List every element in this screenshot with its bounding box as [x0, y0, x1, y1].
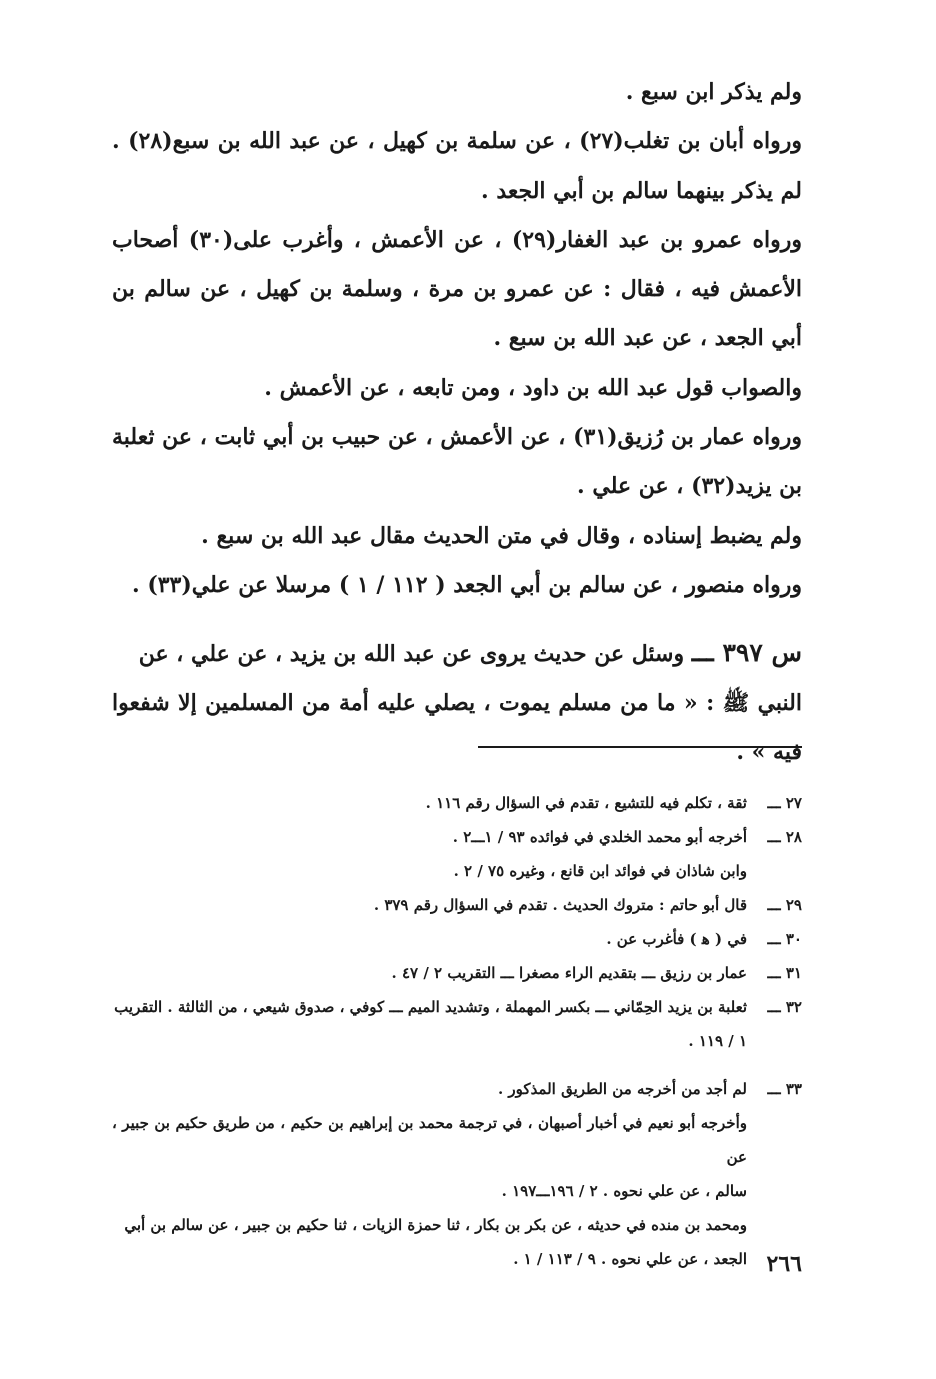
footnote-text: في ( ﻫ ) فأغرب عن .: [606, 930, 747, 948]
footnote-number: ٣٠ ـــ: [767, 930, 802, 948]
page-number: ٢٦٦: [766, 1251, 802, 1277]
footnote: [112, 888, 802, 922]
footnote-number: ٣٢ ـــ: [767, 998, 802, 1016]
question-number: س ٣٩٧ ـــ: [691, 638, 802, 667]
main-text: [112, 68, 802, 610]
footnote-number: ٣١ ـــ: [767, 964, 802, 982]
footnote: [112, 820, 802, 888]
footnote-text: ثعلبة بن يزيد الحِمّاني ـــ بكسر المهملة ، وتشديد الميم ـــ كوفي ، صدوق شيعي ، من الثالثة . التقريب: [114, 998, 747, 1016]
footnote-separator: [478, 746, 802, 748]
paragraph: ولم يذكر ابن سبع .: [625, 79, 802, 105]
footnote: [112, 922, 802, 956]
paragraph: ورواه عمار بن رُزيق(٣١) ، عن الأعمش ، عن حبيب بن أبي ثابت ، عن ثعلبة بن يزيد(٣٢) ، عن علي .: [112, 424, 802, 500]
footnote-text: سالم ، عن علي نحوه . ٢ / ١٩٦ـــ١٩٧ .: [501, 1182, 747, 1200]
question-line: [112, 628, 802, 679]
footnote-text: وابن شاذان في فوائد ابن قانع ، وغيره ٧٥ / ٢ .: [453, 862, 747, 880]
footnote-text: ١ / ١١٩ .: [688, 1032, 747, 1050]
footnote-text: قال أبو حاتم : متروك الحديث . تقدم في السؤال رقم ٣٧٩ .: [373, 896, 747, 914]
footnote: [112, 990, 802, 1058]
question-text: وسئل عن حديث يروى عن عبد الله بن يزيد ، عن علي ، عن: [138, 641, 685, 667]
footnote-text: وأخرجه أبو نعيم في أخبار أصبهان ، في ترجمة محمد بن إبراهيم بن حكيم ، من طريق حكيم بن جبير ، عن: [112, 1114, 747, 1166]
paragraph: ورواه منصور ، عن سالم بن أبي الجعد ( ١١٢ / ١ ) مرسلا عن علي(٣٣) .: [132, 571, 802, 598]
footnote: [112, 1072, 802, 1276]
paragraph: والصواب قول عبد الله بن داود ، ومن تابعه ، عن الأعمش .: [264, 374, 802, 401]
question-block: [112, 628, 802, 777]
footnote-text: لم أجد من أخرجه من الطريق المذكور .: [497, 1080, 747, 1098]
footnote-number: ٣٣ ـــ: [767, 1080, 802, 1098]
footnote-text: الجعد ، عن علي نحوه . ٩ / ١١٣ / ١ .: [513, 1250, 747, 1268]
footnote-text: أخرجه أبو محمد الخلدي في فوائده ٩٣ / ١ـــ٢ .: [452, 828, 747, 846]
footnote-number: ٢٩ ـــ: [767, 896, 802, 914]
footnote-text: عمار بن رزيق ـــ بتقديم الراء مصغرا ـــ التقريب ٢ / ٤٧ .: [391, 964, 747, 982]
paragraph: ولم يضبط إسناده ، وقال في متن الحديث مقال عبد الله بن سبع .: [201, 522, 802, 549]
footnote-text: ثقة ، تكلم فيه للتشيع ، تقدم في السؤال رقم ١١٦ .: [425, 794, 747, 812]
footnote: [112, 956, 802, 990]
footnotes: [112, 786, 802, 1276]
footnote: [112, 786, 802, 820]
footnote-text: ومحمد بن منده في حديثه ، عن بكر بن بكار ، ثنا حمزة الزيات ، ثنا حكيم بن جبير ، عن سالم بن أبي: [124, 1216, 747, 1234]
question-line: النبي ﷺ : « ما من مسلم يموت ، يصلي عليه أمة من المسلمين إلا شفعوا فيه » .: [112, 690, 802, 765]
footnote-number: ٢٨ ـــ: [767, 828, 802, 846]
paragraph: ورواه أبان بن تغلب(٢٧) ، عن سلمة بن كهيل ، عن عبد الله بن سبع(٢٨) . لم يذكر بينهما سالم بن أبي الجعد .: [112, 128, 803, 204]
footnote-number: ٢٧ ـــ: [767, 794, 802, 812]
paragraph: ورواه عمرو بن عبد الغفار(٢٩) ، عن الأعمش ، وأغرب على(٣٠) أصحاب الأعمش فيه ، فقال : عن عمرو بن مرة ، وسلمة بن كهيل ، عن سالم بن أبي الجعد ، عن عبد الله بن سبع .: [112, 226, 802, 352]
